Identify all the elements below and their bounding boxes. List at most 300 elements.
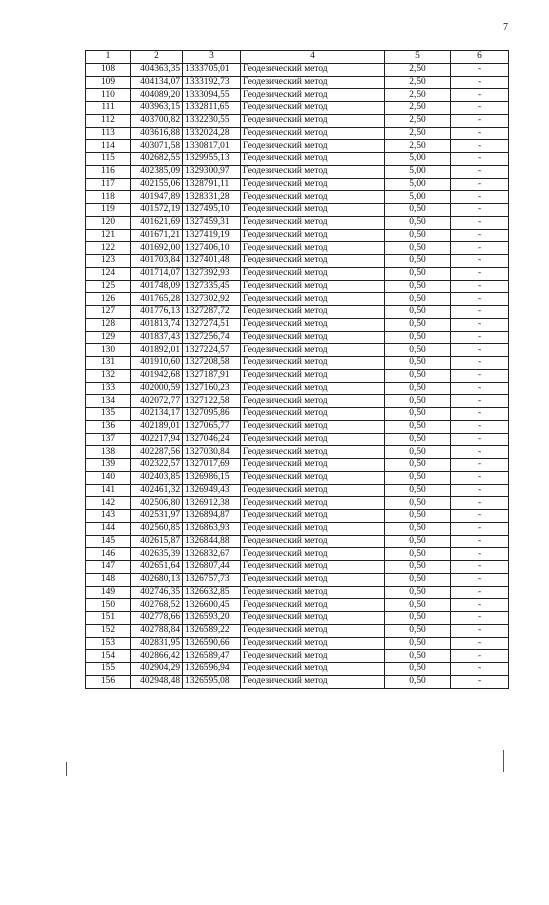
point-number-cell: 122 bbox=[86, 242, 131, 255]
y-coordinate-cell: 1326986,15 bbox=[183, 471, 241, 484]
x-coordinate-cell: 402000,59 bbox=[131, 382, 183, 395]
table-row bbox=[86, 306, 509, 319]
table-row bbox=[86, 408, 509, 421]
x-coordinate-cell: 401892,01 bbox=[131, 344, 183, 357]
note-cell: - bbox=[451, 153, 509, 166]
table-row bbox=[86, 344, 509, 357]
x-coordinate-cell: 402778,66 bbox=[131, 612, 183, 625]
y-coordinate-cell: 1327392,93 bbox=[183, 267, 241, 280]
note-cell: - bbox=[451, 127, 509, 140]
accuracy-cell: 0,50 bbox=[385, 612, 451, 625]
y-coordinate-cell: 1328331,28 bbox=[183, 191, 241, 204]
x-coordinate-cell: 402768,52 bbox=[131, 599, 183, 612]
point-number-cell: 128 bbox=[86, 318, 131, 331]
note-cell: - bbox=[451, 331, 509, 344]
note-cell: - bbox=[451, 293, 509, 306]
table-row bbox=[86, 280, 509, 293]
method-cell: Геодезический метод bbox=[241, 446, 385, 459]
method-cell: Геодезический метод bbox=[241, 663, 385, 676]
accuracy-cell: 0,50 bbox=[385, 663, 451, 676]
accuracy-cell: 0,50 bbox=[385, 216, 451, 229]
table-row bbox=[86, 102, 509, 115]
method-cell: Геодезический метод bbox=[241, 357, 385, 370]
point-number-cell: 146 bbox=[86, 548, 131, 561]
point-number-cell: 117 bbox=[86, 178, 131, 191]
method-cell: Геодезический метод bbox=[241, 114, 385, 127]
note-cell: - bbox=[451, 191, 509, 204]
method-cell: Геодезический метод bbox=[241, 63, 385, 76]
x-coordinate-cell: 401942,68 bbox=[131, 369, 183, 382]
method-cell: Геодезический метод bbox=[241, 306, 385, 319]
point-number-cell: 151 bbox=[86, 612, 131, 625]
y-coordinate-cell: 1332811,65 bbox=[183, 102, 241, 115]
point-number-cell: 135 bbox=[86, 408, 131, 421]
note-cell: - bbox=[451, 395, 509, 408]
point-number-cell: 130 bbox=[86, 344, 131, 357]
x-coordinate-cell: 404089,20 bbox=[131, 89, 183, 102]
x-coordinate-cell: 401703,84 bbox=[131, 255, 183, 268]
note-cell: - bbox=[451, 76, 509, 89]
method-cell: Геодезический метод bbox=[241, 344, 385, 357]
x-coordinate-cell: 402635,39 bbox=[131, 548, 183, 561]
note-cell: - bbox=[451, 510, 509, 523]
coordinates-table bbox=[85, 50, 509, 689]
accuracy-cell: 0,50 bbox=[385, 280, 451, 293]
y-coordinate-cell: 1327095,86 bbox=[183, 408, 241, 421]
table-row bbox=[86, 267, 509, 280]
accuracy-cell: 5,00 bbox=[385, 191, 451, 204]
x-coordinate-cell: 402155,06 bbox=[131, 178, 183, 191]
table-row bbox=[86, 63, 509, 76]
accuracy-cell: 0,50 bbox=[385, 484, 451, 497]
method-cell: Геодезический метод bbox=[241, 102, 385, 115]
table-row bbox=[86, 599, 509, 612]
accuracy-cell: 0,50 bbox=[385, 446, 451, 459]
accuracy-cell: 2,50 bbox=[385, 102, 451, 115]
note-cell: - bbox=[451, 535, 509, 548]
accuracy-cell: 0,50 bbox=[385, 395, 451, 408]
accuracy-cell: 0,50 bbox=[385, 675, 451, 688]
x-coordinate-cell: 402904,29 bbox=[131, 663, 183, 676]
y-coordinate-cell: 1326589,22 bbox=[183, 624, 241, 637]
note-cell: - bbox=[451, 548, 509, 561]
method-cell: Геодезический метод bbox=[241, 204, 385, 217]
y-coordinate-cell: 1327495,10 bbox=[183, 204, 241, 217]
x-coordinate-cell: 401910,60 bbox=[131, 357, 183, 370]
y-coordinate-cell: 1326595,08 bbox=[183, 675, 241, 688]
point-number-cell: 119 bbox=[86, 204, 131, 217]
table-row bbox=[86, 229, 509, 242]
table-row bbox=[86, 650, 509, 663]
x-coordinate-cell: 401765,28 bbox=[131, 293, 183, 306]
accuracy-cell: 0,50 bbox=[385, 357, 451, 370]
y-coordinate-cell: 1326757,73 bbox=[183, 573, 241, 586]
y-coordinate-cell: 1326863,93 bbox=[183, 522, 241, 535]
y-coordinate-cell: 1327406,10 bbox=[183, 242, 241, 255]
point-number-cell: 152 bbox=[86, 624, 131, 637]
x-coordinate-cell: 403616,88 bbox=[131, 127, 183, 140]
table-row bbox=[86, 612, 509, 625]
method-cell: Геодезический метод bbox=[241, 548, 385, 561]
method-cell: Геодезический метод bbox=[241, 675, 385, 688]
point-number-cell: 123 bbox=[86, 255, 131, 268]
point-number-cell: 136 bbox=[86, 420, 131, 433]
note-cell: - bbox=[451, 178, 509, 191]
method-cell: Геодезический метод bbox=[241, 165, 385, 178]
table-row bbox=[86, 331, 509, 344]
y-coordinate-cell: 1327335,45 bbox=[183, 280, 241, 293]
table-row bbox=[86, 433, 509, 446]
table-row bbox=[86, 369, 509, 382]
y-coordinate-cell: 1327274,51 bbox=[183, 318, 241, 331]
table-row bbox=[86, 204, 509, 217]
note-cell: - bbox=[451, 675, 509, 688]
scan-margin-mark bbox=[503, 750, 504, 772]
point-number-cell: 116 bbox=[86, 165, 131, 178]
point-number-cell: 134 bbox=[86, 395, 131, 408]
x-coordinate-cell: 402322,57 bbox=[131, 459, 183, 472]
table-row bbox=[86, 420, 509, 433]
x-coordinate-cell: 404134,07 bbox=[131, 76, 183, 89]
y-coordinate-cell: 1327419,19 bbox=[183, 229, 241, 242]
accuracy-cell: 0,50 bbox=[385, 255, 451, 268]
x-coordinate-cell: 402682,55 bbox=[131, 153, 183, 166]
point-number-cell: 143 bbox=[86, 510, 131, 523]
table-row bbox=[86, 242, 509, 255]
note-cell: - bbox=[451, 382, 509, 395]
table-row bbox=[86, 76, 509, 89]
column-header: 3 bbox=[183, 51, 241, 64]
x-coordinate-cell: 402385,09 bbox=[131, 165, 183, 178]
table-row bbox=[86, 140, 509, 153]
point-number-cell: 148 bbox=[86, 573, 131, 586]
table-row bbox=[86, 395, 509, 408]
y-coordinate-cell: 1327401,48 bbox=[183, 255, 241, 268]
table-row bbox=[86, 178, 509, 191]
method-cell: Геодезический метод bbox=[241, 318, 385, 331]
point-number-cell: 141 bbox=[86, 484, 131, 497]
method-cell: Геодезический метод bbox=[241, 510, 385, 523]
note-cell: - bbox=[451, 267, 509, 280]
accuracy-cell: 0,50 bbox=[385, 561, 451, 574]
y-coordinate-cell: 1327287,72 bbox=[183, 306, 241, 319]
table-row bbox=[86, 484, 509, 497]
x-coordinate-cell: 402680,13 bbox=[131, 573, 183, 586]
y-coordinate-cell: 1327208,58 bbox=[183, 357, 241, 370]
table-row bbox=[86, 255, 509, 268]
y-coordinate-cell: 1327187,91 bbox=[183, 369, 241, 382]
accuracy-cell: 0,50 bbox=[385, 433, 451, 446]
method-cell: Геодезический метод bbox=[241, 408, 385, 421]
table-row bbox=[86, 561, 509, 574]
column-header: 4 bbox=[241, 51, 385, 64]
accuracy-cell: 0,50 bbox=[385, 599, 451, 612]
method-cell: Геодезический метод bbox=[241, 89, 385, 102]
method-cell: Геодезический метод bbox=[241, 127, 385, 140]
point-number-cell: 124 bbox=[86, 267, 131, 280]
point-number-cell: 125 bbox=[86, 280, 131, 293]
point-number-cell: 126 bbox=[86, 293, 131, 306]
method-cell: Геодезический метод bbox=[241, 573, 385, 586]
note-cell: - bbox=[451, 216, 509, 229]
note-cell: - bbox=[451, 204, 509, 217]
note-cell: - bbox=[451, 89, 509, 102]
method-cell: Геодезический метод bbox=[241, 216, 385, 229]
column-header: 1 bbox=[86, 51, 131, 64]
method-cell: Геодезический метод bbox=[241, 459, 385, 472]
point-number-cell: 149 bbox=[86, 586, 131, 599]
table-row bbox=[86, 357, 509, 370]
point-number-cell: 112 bbox=[86, 114, 131, 127]
x-coordinate-cell: 403963,15 bbox=[131, 102, 183, 115]
point-number-cell: 118 bbox=[86, 191, 131, 204]
scan-margin-mark bbox=[66, 762, 67, 776]
method-cell: Геодезический метод bbox=[241, 471, 385, 484]
y-coordinate-cell: 1327224,57 bbox=[183, 344, 241, 357]
method-cell: Геодезический метод bbox=[241, 267, 385, 280]
accuracy-cell: 0,50 bbox=[385, 624, 451, 637]
method-cell: Геодезический метод bbox=[241, 153, 385, 166]
y-coordinate-cell: 1327302,92 bbox=[183, 293, 241, 306]
accuracy-cell: 0,50 bbox=[385, 637, 451, 650]
table-row bbox=[86, 446, 509, 459]
table-row bbox=[86, 497, 509, 510]
note-cell: - bbox=[451, 650, 509, 663]
table-row bbox=[86, 637, 509, 650]
x-coordinate-cell: 402134,17 bbox=[131, 408, 183, 421]
note-cell: - bbox=[451, 497, 509, 510]
y-coordinate-cell: 1327459,31 bbox=[183, 216, 241, 229]
x-coordinate-cell: 402461,32 bbox=[131, 484, 183, 497]
y-coordinate-cell: 1329955,13 bbox=[183, 153, 241, 166]
method-cell: Геодезический метод bbox=[241, 280, 385, 293]
point-number-cell: 131 bbox=[86, 357, 131, 370]
note-cell: - bbox=[451, 306, 509, 319]
point-number-cell: 132 bbox=[86, 369, 131, 382]
accuracy-cell: 0,50 bbox=[385, 408, 451, 421]
note-cell: - bbox=[451, 114, 509, 127]
point-number-cell: 133 bbox=[86, 382, 131, 395]
note-cell: - bbox=[451, 280, 509, 293]
accuracy-cell: 0,50 bbox=[385, 293, 451, 306]
method-cell: Геодезический метод bbox=[241, 229, 385, 242]
method-cell: Геодезический метод bbox=[241, 535, 385, 548]
accuracy-cell: 5,00 bbox=[385, 153, 451, 166]
accuracy-cell: 2,50 bbox=[385, 63, 451, 76]
note-cell: - bbox=[451, 357, 509, 370]
note-cell: - bbox=[451, 433, 509, 446]
method-cell: Геодезический метод bbox=[241, 637, 385, 650]
note-cell: - bbox=[451, 242, 509, 255]
table-row bbox=[86, 573, 509, 586]
note-cell: - bbox=[451, 446, 509, 459]
note-cell: - bbox=[451, 102, 509, 115]
method-cell: Геодезический метод bbox=[241, 140, 385, 153]
note-cell: - bbox=[451, 318, 509, 331]
method-cell: Геодезический метод bbox=[241, 599, 385, 612]
table-row bbox=[86, 663, 509, 676]
y-coordinate-cell: 1326949,43 bbox=[183, 484, 241, 497]
x-coordinate-cell: 401714,07 bbox=[131, 267, 183, 280]
accuracy-cell: 0,50 bbox=[385, 459, 451, 472]
note-cell: - bbox=[451, 344, 509, 357]
method-cell: Геодезический метод bbox=[241, 395, 385, 408]
accuracy-cell: 0,50 bbox=[385, 204, 451, 217]
note-cell: - bbox=[451, 165, 509, 178]
x-coordinate-cell: 402831,95 bbox=[131, 637, 183, 650]
method-cell: Геодезический метод bbox=[241, 178, 385, 191]
method-cell: Геодезический метод bbox=[241, 561, 385, 574]
x-coordinate-cell: 401671,21 bbox=[131, 229, 183, 242]
page-number: 7 bbox=[503, 22, 508, 33]
x-coordinate-cell: 402788,84 bbox=[131, 624, 183, 637]
point-number-cell: 140 bbox=[86, 471, 131, 484]
table-row bbox=[86, 459, 509, 472]
note-cell: - bbox=[451, 229, 509, 242]
x-coordinate-cell: 401947,89 bbox=[131, 191, 183, 204]
point-number-cell: 113 bbox=[86, 127, 131, 140]
accuracy-cell: 0,50 bbox=[385, 318, 451, 331]
table-row bbox=[86, 471, 509, 484]
accuracy-cell: 2,50 bbox=[385, 140, 451, 153]
y-coordinate-cell: 1329300,97 bbox=[183, 165, 241, 178]
y-coordinate-cell: 1326912,38 bbox=[183, 497, 241, 510]
x-coordinate-cell: 401621,69 bbox=[131, 216, 183, 229]
accuracy-cell: 0,50 bbox=[385, 420, 451, 433]
accuracy-cell: 0,50 bbox=[385, 510, 451, 523]
point-number-cell: 156 bbox=[86, 675, 131, 688]
point-number-cell: 108 bbox=[86, 63, 131, 76]
x-coordinate-cell: 402746,35 bbox=[131, 586, 183, 599]
point-number-cell: 144 bbox=[86, 522, 131, 535]
point-number-cell: 137 bbox=[86, 433, 131, 446]
note-cell: - bbox=[451, 573, 509, 586]
accuracy-cell: 0,50 bbox=[385, 344, 451, 357]
accuracy-cell: 0,50 bbox=[385, 586, 451, 599]
method-cell: Геодезический метод bbox=[241, 612, 385, 625]
x-coordinate-cell: 403700,82 bbox=[131, 114, 183, 127]
table-row bbox=[86, 382, 509, 395]
y-coordinate-cell: 1327256,74 bbox=[183, 331, 241, 344]
accuracy-cell: 2,50 bbox=[385, 76, 451, 89]
table-row bbox=[86, 165, 509, 178]
point-number-cell: 147 bbox=[86, 561, 131, 574]
note-cell: - bbox=[451, 255, 509, 268]
method-cell: Геодезический метод bbox=[241, 191, 385, 204]
x-coordinate-cell: 402948,48 bbox=[131, 675, 183, 688]
x-coordinate-cell: 402287,56 bbox=[131, 446, 183, 459]
point-number-cell: 155 bbox=[86, 663, 131, 676]
method-cell: Геодезический метод bbox=[241, 293, 385, 306]
x-coordinate-cell: 401776,13 bbox=[131, 306, 183, 319]
table-row bbox=[86, 216, 509, 229]
y-coordinate-cell: 1326832,67 bbox=[183, 548, 241, 561]
note-cell: - bbox=[451, 63, 509, 76]
table-row bbox=[86, 127, 509, 140]
y-coordinate-cell: 1326593,20 bbox=[183, 612, 241, 625]
accuracy-cell: 0,50 bbox=[385, 650, 451, 663]
note-cell: - bbox=[451, 471, 509, 484]
y-coordinate-cell: 1326894,87 bbox=[183, 510, 241, 523]
point-number-cell: 121 bbox=[86, 229, 131, 242]
method-cell: Геодезический метод bbox=[241, 497, 385, 510]
accuracy-cell: 0,50 bbox=[385, 242, 451, 255]
point-number-cell: 109 bbox=[86, 76, 131, 89]
x-coordinate-cell: 402506,80 bbox=[131, 497, 183, 510]
accuracy-cell: 0,50 bbox=[385, 471, 451, 484]
y-coordinate-cell: 1327160,23 bbox=[183, 382, 241, 395]
accuracy-cell: 0,50 bbox=[385, 497, 451, 510]
method-cell: Геодезический метод bbox=[241, 484, 385, 497]
note-cell: - bbox=[451, 408, 509, 421]
x-coordinate-cell: 401748,09 bbox=[131, 280, 183, 293]
y-coordinate-cell: 1330817,01 bbox=[183, 140, 241, 153]
x-coordinate-cell: 401813,74 bbox=[131, 318, 183, 331]
accuracy-cell: 0,50 bbox=[385, 522, 451, 535]
table-row bbox=[86, 89, 509, 102]
method-cell: Геодезический метод bbox=[241, 586, 385, 599]
x-coordinate-cell: 402866,42 bbox=[131, 650, 183, 663]
accuracy-cell: 5,00 bbox=[385, 165, 451, 178]
point-number-cell: 114 bbox=[86, 140, 131, 153]
accuracy-cell: 0,50 bbox=[385, 267, 451, 280]
note-cell: - bbox=[451, 663, 509, 676]
x-coordinate-cell: 404363,35 bbox=[131, 63, 183, 76]
point-number-cell: 127 bbox=[86, 306, 131, 319]
note-cell: - bbox=[451, 599, 509, 612]
accuracy-cell: 5,00 bbox=[385, 178, 451, 191]
point-number-cell: 150 bbox=[86, 599, 131, 612]
note-cell: - bbox=[451, 484, 509, 497]
accuracy-cell: 0,50 bbox=[385, 548, 451, 561]
table-body bbox=[86, 63, 509, 688]
y-coordinate-cell: 1327122,58 bbox=[183, 395, 241, 408]
table-row bbox=[86, 522, 509, 535]
accuracy-cell: 2,50 bbox=[385, 89, 451, 102]
method-cell: Геодезический метод bbox=[241, 433, 385, 446]
table-header-row bbox=[86, 51, 509, 64]
y-coordinate-cell: 1326844,88 bbox=[183, 535, 241, 548]
accuracy-cell: 0,50 bbox=[385, 229, 451, 242]
accuracy-cell: 0,50 bbox=[385, 331, 451, 344]
column-header: 6 bbox=[451, 51, 509, 64]
note-cell: - bbox=[451, 369, 509, 382]
note-cell: - bbox=[451, 140, 509, 153]
x-coordinate-cell: 402403,85 bbox=[131, 471, 183, 484]
y-coordinate-cell: 1332024,28 bbox=[183, 127, 241, 140]
method-cell: Геодезический метод bbox=[241, 369, 385, 382]
x-coordinate-cell: 402651,64 bbox=[131, 561, 183, 574]
method-cell: Геодезический метод bbox=[241, 650, 385, 663]
y-coordinate-cell: 1328791,11 bbox=[183, 178, 241, 191]
accuracy-cell: 0,50 bbox=[385, 369, 451, 382]
method-cell: Геодезический метод bbox=[241, 624, 385, 637]
table-row bbox=[86, 510, 509, 523]
column-header: 2 bbox=[131, 51, 183, 64]
table-row bbox=[86, 624, 509, 637]
y-coordinate-cell: 1327046,24 bbox=[183, 433, 241, 446]
note-cell: - bbox=[451, 561, 509, 574]
method-cell: Геодезический метод bbox=[241, 242, 385, 255]
y-coordinate-cell: 1326589,47 bbox=[183, 650, 241, 663]
note-cell: - bbox=[451, 586, 509, 599]
x-coordinate-cell: 402531,97 bbox=[131, 510, 183, 523]
x-coordinate-cell: 402072,77 bbox=[131, 395, 183, 408]
method-cell: Геодезический метод bbox=[241, 255, 385, 268]
table-row bbox=[86, 535, 509, 548]
method-cell: Геодезический метод bbox=[241, 522, 385, 535]
point-number-cell: 138 bbox=[86, 446, 131, 459]
